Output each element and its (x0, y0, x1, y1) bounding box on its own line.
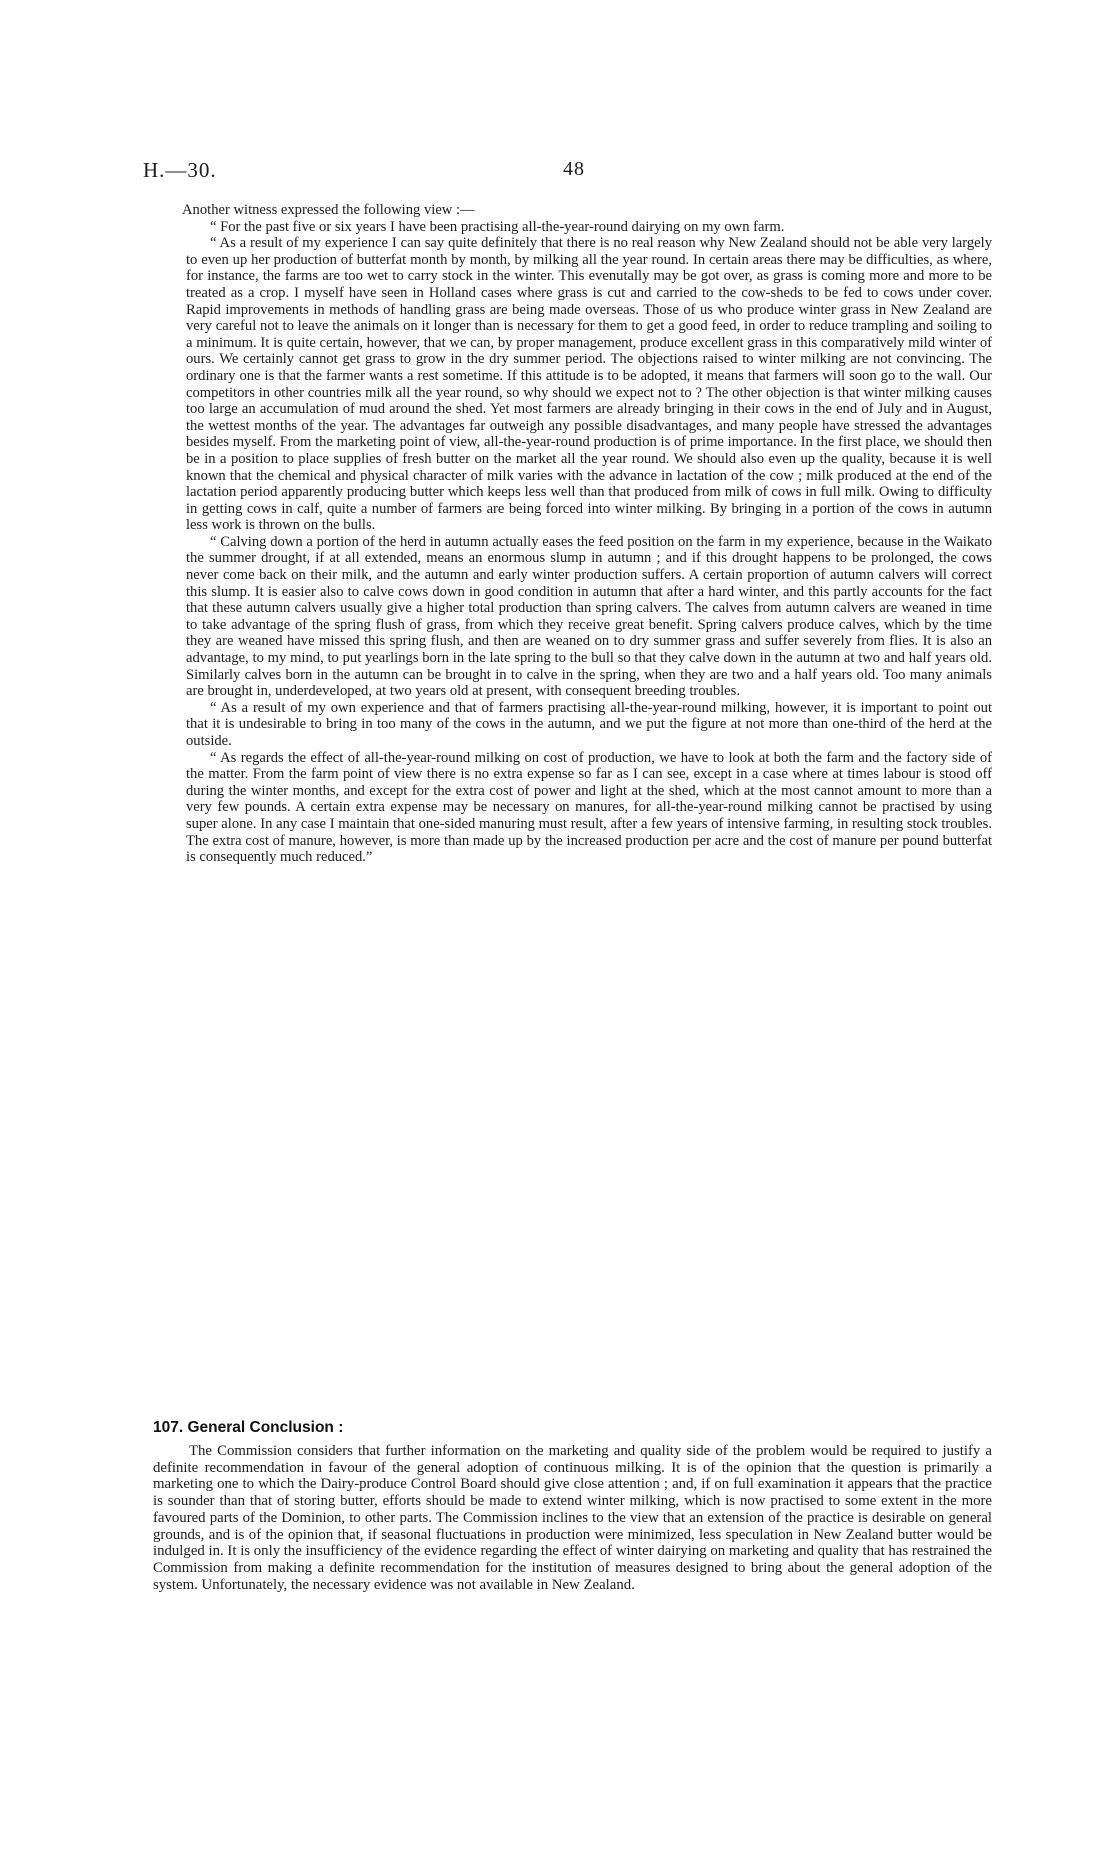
testimony-paragraph: “ Calving down a portion of the herd in autumn actually eases the feed position on the farm in my experience, because in the Waikato the summer drought, if at all extended, means an enormous slump in autumn ; and if this drought happens to be prolonged, the cows never come back on their milk, and the autumn and early winter production suffers. A certain proportion of autumn calvers will correct this slump. It is easier also to calve cows down in good condition in autumn that after a hard winter, and this partly accounts for the fact that these autumn calvers usually give a higher total production than spring calvers. The calves from autumn calvers are weaned in time to take advantage of the spring flush of grass, from which they receive great benefit. Spring calvers produce calves, which by the time they are weaned have missed this spring flush, and then are weaned on to dry summer grass and suffer severely from flies. It is also an advantage, to my mind, to put yearlings born in the late spring to the bull so that they calve down in the autumn at two and half years old. Similarly calves born in the autumn can be brought in to calve in the spring, when they are two and a half years old. Too many animals are brought in, underdeveloped, at two years old at present, with consequent breeding troubles. (186, 533, 992, 700)
testimony-paragraph: “ For the past five or six years I have been practising all-the-year-round dairying on my own farm. (210, 218, 785, 235)
testimony-paragraph: “ As a result of my own experience and that of farmers practising all-the-year-round milking, however, it is important to point out that it is undesirable to bring in too many of the cows in the autumn, and we put the figure at not more than one-third of the herd at the outside. (186, 699, 992, 749)
witness-testimony (182, 202, 992, 866)
conclusion-paragraph: The Commission considers that further information on the marketing and quality side of the problem would be required to justify a definite recommendation in favour of the general adoption of continuous milking. It is of the opinion that the question is primarily a marketing one to which the Dairy-produce Control Board should give close attention ; and, if on full examination it appears that the practice is sounder than that of storing butter, efforts should be made to extend winter milking, which is now practised to some extent in the more favoured parts of the Dominion, to other parts. The Commission inclines to the view that an extension of the practice is desirable on general grounds, and is of the opinion that, if seasonal fluctuations in production were minimized, less speculation in New Zealand butter would be indulged in. It is only the insufficiency of the evidence regarding the effect of winter dairying on marketing and quality that has restrained the Commission from making a definite recommendation for the institution of measures designed to bring about the general adoption of the system. Unfortunately, the necessary evidence was not available in New Zealand. (153, 1443, 992, 1593)
page-header (143, 158, 1003, 188)
document-reference: H.—30. (143, 158, 217, 182)
testimony-paragraph: “ As regards the effect of all-the-year-round milking on cost of production, we have to look at both the farm and the factory side of the matter. From the farm point of view there is no extra expense so far as I can see, except in a case where at times labour is stood off during the winter months, and except for the extra cost of power and light at the shed, which at the most cannot amount to more than a very few pounds. A certain extra expense may be necessary on manures, for all-the-year-round milking cannot be practised by using super alone. In any case I maintain that one-sided manuring must result, after a few years of intensive farming, in resulting stock troubles. The extra cost of manure, however, is more than made up by the increased production per acre and the cost of manure per pound butterfat is consequently much reduced.” (186, 749, 992, 866)
testimony-paragraph: “ As a result of my experience I can say quite definitely that there is no real reason why New Zealand should not be able very largely to even up her production of butterfat month by month, by milking all the year round. In certain areas there may be difficulties, as where, for instance, the farms are too wet to carry stock in the winter. This evenutally may be got over, as grass is coming more and more to be treated as a crop. I myself have seen in Holland cases where grass is cut and carried to the cow-sheds to be fed to cows under cover. Rapid improvements in methods of handling grass are being made overseas. Those of us who produce winter grass in New Zealand are very careful not to leave the animals on it longer than is necessary for them to get a good feed, in order to reduce trampling and soiling to a minimum. It is quite certain, however, that we can, by proper management, produce excellent grass in this comparatively mild winter of ours. We certainly cannot get grass to grow in the dry summer period. The objections raised to winter milking are not convincing. The ordinary one is that the farmer wants a rest sometime. If this attitude is to be adopted, it means that farmers will soon go to the wall. Our competitors in other countries milk all the year round, so why should we expect not to ? The other objection is that winter milking causes too large an accumulation of mud around the shed. Yet most farmers are already bringing in their cows in the end of July and in August, the wettest months of the year. The advantages far outweigh any possible disadvantages, and many people have stressed the advantages besides myself. From the marketing point of view, all-the-year-round production is of prime importance. In the first place, we should then be in a position to place supplies of fresh butter on the market all the year round. We should also even up the quality, because it is well known that the chemical and physical character of milk varies with the advance in lactation of the cow ; milk produced at the end of the lactation period apparently producing butter which keeps less well than that produced from milk of cows in full milk. Owing to difficulty in getting cows in calf, quite a number of farmers are being forced into winter milking. By bringing in a portion of the cows in autumn less work is thrown on the bulls. (186, 235, 992, 534)
general-conclusion-section (153, 1419, 992, 1593)
witness-intro: Another witness expressed the following view :— (182, 202, 475, 218)
page-number: 48 (563, 158, 585, 180)
section-heading: 107. General Conclusion : (153, 1419, 344, 1436)
